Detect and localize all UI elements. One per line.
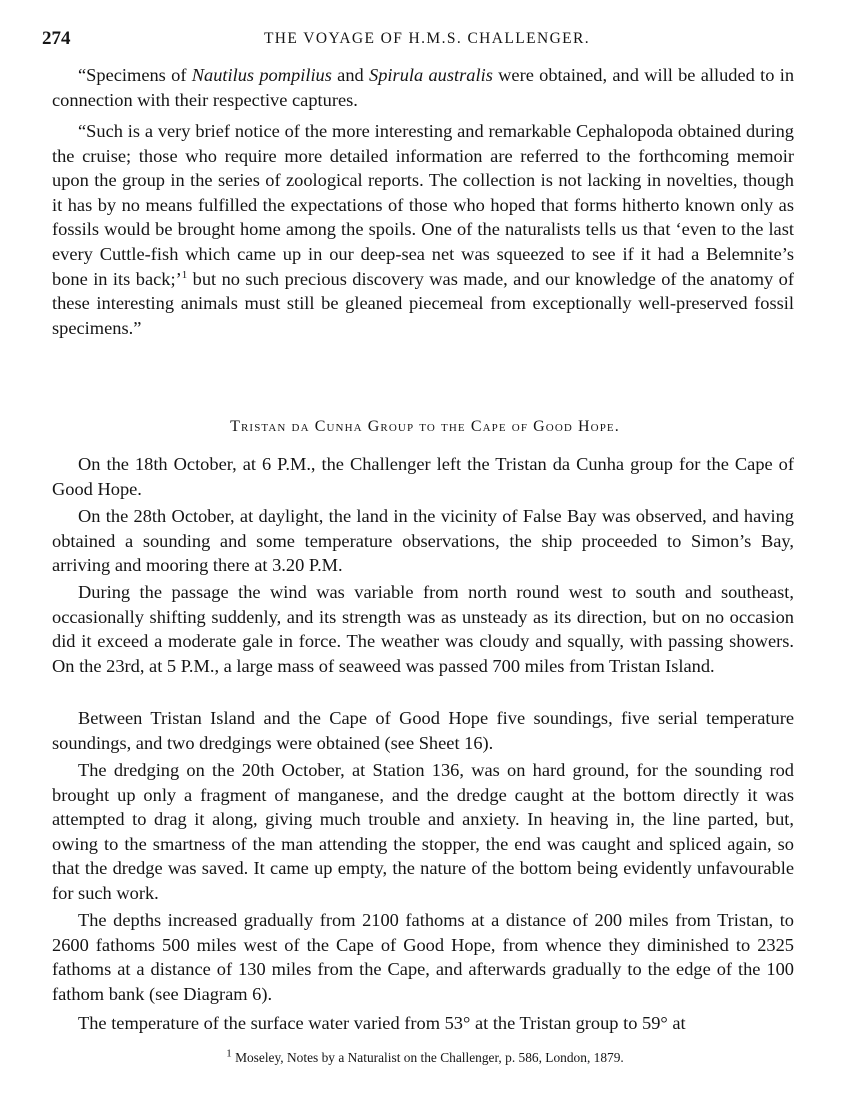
body-paragraph: The depths increased gradually from 2100 fathoms at a distance of 200 miles from Tristan, to 2600 fathoms 500 miles west of the Cape of Good Hope, from whence they diminished to 2325 fathoms at a distance of 130 miles from the Cape, and afterwards gradually to the edge of the 100 fathom bank (see Diagram 6).	[52, 910, 794, 1004]
body-paragraph: On the 28th October, at daylight, the land in the vicinity of False Bay was observed, and having obtained a sounding and some temperature observations, the ship proceeded to Simon’s Bay, arriving and mooring there at 3.20 P.M.	[52, 506, 794, 576]
running-title: THE VOYAGE OF H.M.S. CHALLENGER.	[263, 30, 591, 47]
footnote-marker: 1	[226, 1047, 232, 1060]
footnote	[0, 1047, 850, 1066]
page-header	[42, 28, 812, 58]
species-name: Nautilus pompilius	[191, 65, 332, 85]
section-heading: Tristan da Cunha Group to the Cape of Good Hope.	[230, 418, 620, 435]
body-paragraph: On the 18th October, at 6 P.M., the Challenger left the Tristan da Cunha group for the Cape of Good Hope.	[52, 454, 794, 499]
body-paragraph: Between Tristan Island and the Cape of Good Hope five soundings, five serial temperature soundings, and two dredgings were obtained (see Sheet 16).	[52, 708, 794, 753]
quote-paragraph-2: “Such is a very brief notice of the more interesting and remarkable Cephalopoda obtained during the cruise; those who require more detailed information are referred to the forthcoming memoir upon the group in the series of zoological reports. The collection is not lacking in novelties, though it has by no means fulfilled the expectations of those who hoped that forms hitherto known only as fossils would be brought home among the spoils. One of the naturalists tells us that ‘even to the last every Cuttle-fish which came up in our deep-sea net was squeezed to see if it had a Belemnite’s bone in its back;’$^1$ but no such precious discovery was made, and our knowledge of the anatomy of these interesting animals must still be gleaned piecemeal from exceptionally well-preserved fossil specimens.”	[52, 121, 794, 338]
species-name: Spirula australis	[369, 65, 493, 85]
quote-paragraph-1: “Specimens of Nautilus pompilius and Spirula australis were obtained, and will be alluded to in connection with their respective captures.	[52, 65, 795, 110]
body-paragraph: The temperature of the surface water varied from 53° at the Tristan group to 59° at	[78, 1013, 686, 1033]
footnote-text: Moseley, Notes by a Naturalist on the Challenger, p. 586, London, 1879.	[235, 1050, 624, 1065]
page-number: 274	[42, 28, 71, 49]
body-paragraph: The dredging on the 20th October, at Station 136, was on hard ground, for the sounding rod brought up only a fragment of manganese, and the dredge caught at the bottom directly it was attempted to drag it along, giving much trouble and anxiety. In heaving in, the line parted, but, owing to the smartness of the man attending the stopper, the end was caught and spliced again, so that the dredge was saved. It came up empty, the nature of the bottom being evidently unfavourable for such work.	[52, 760, 794, 903]
footnote-reference: 1	[181, 268, 188, 281]
body-paragraph: During the passage the wind was variable from north round west to south and southeast, occasionally shifting suddenly, and its strength was as unsteady as its direction, but on no occasion did it exceed a moderate gale in force. The weather was cloudy and squally, with passing showers. On the 23rd, at 5 P.M., a large mass of seaweed was passed 700 miles from Tristan Island.	[52, 582, 794, 676]
